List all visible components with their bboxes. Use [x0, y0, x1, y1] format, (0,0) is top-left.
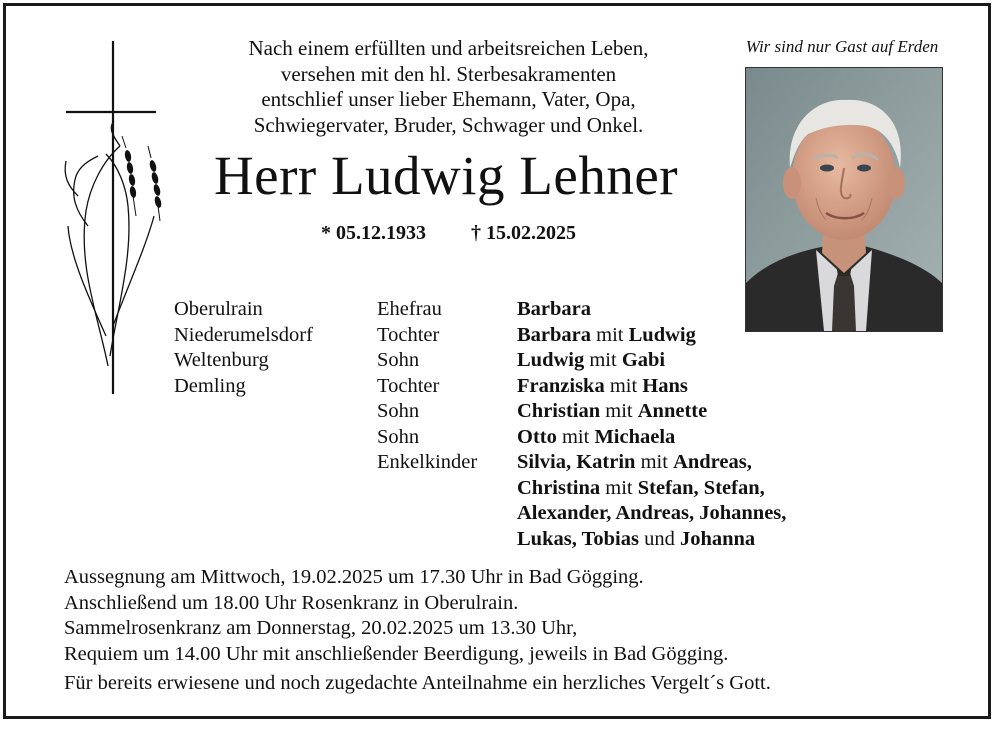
- service-line: Requiem um 14.00 Uhr mit anschließender Beerdigung, jeweils in Bad Gögging.: [64, 642, 729, 665]
- service-line: Sammelrosenkranz am Donnerstag, 20.02.2025 um 13.30 Uhr,: [64, 617, 578, 639]
- mourner-name: Christina: [517, 476, 601, 499]
- mourner-names: [517, 297, 786, 323]
- mourner-connector: mit: [635, 451, 674, 473]
- mourner-role: [377, 476, 517, 502]
- mourner-name: Otto: [517, 425, 557, 448]
- mourner-name: Barbara: [517, 298, 592, 320]
- thanks-line: Für bereits erwiesene und noch zugedachte Anteilnahme ein herzliches Vergelt´s Gott.: [64, 672, 771, 694]
- mourner-connector: und: [638, 527, 680, 550]
- mourner-role: Sohn: [377, 349, 420, 371]
- portrait-photo: [745, 67, 943, 332]
- mourner-names: [517, 527, 786, 553]
- mourners-table: [377, 297, 786, 552]
- places-list: [174, 297, 313, 399]
- mourner-names: [517, 501, 786, 527]
- mourner-row: [377, 476, 786, 502]
- service-info: [64, 565, 964, 697]
- mourner-role: [377, 501, 517, 527]
- mourner-name: Franziska: [517, 374, 605, 397]
- mourner-names: [517, 476, 786, 502]
- place-item: Weltenburg: [174, 349, 269, 371]
- mourner-name: Christian: [517, 400, 601, 422]
- intro-line: Nach einem erfüllten und arbeitsreichen Leben,: [248, 36, 649, 60]
- cross-with-wheat-icon: [58, 36, 168, 396]
- mourner-name: Silvia, Katrin: [517, 451, 636, 473]
- mourner-names: [517, 399, 786, 425]
- mourner-name: Barbara: [517, 323, 592, 346]
- mourner-names: [517, 348, 786, 374]
- mourner-name: Hans: [642, 374, 688, 397]
- death-date: † 15.02.2025: [471, 222, 576, 244]
- life-dates: [176, 222, 721, 245]
- service-line: Aussegnung am Mittwoch, 19.02.2025 um 17.30 Uhr in Bad Gögging.: [64, 566, 644, 588]
- mourner-role: Enkelkinder: [377, 451, 478, 473]
- obituary-notice: [3, 3, 991, 719]
- mourner-name: Michaela: [594, 425, 676, 448]
- mourner-role: Sohn: [377, 400, 420, 422]
- mourner-row: [377, 399, 786, 425]
- portrait-image: [746, 68, 942, 331]
- mourner-row: [377, 501, 786, 527]
- mourner-name: Andreas,: [673, 451, 752, 473]
- mourner-role: Sohn: [377, 425, 420, 448]
- mourner-names: [517, 425, 786, 451]
- mourner-name: Gabi: [621, 349, 666, 371]
- mourner-names: [517, 450, 786, 476]
- mourner-connector: mit: [604, 374, 643, 397]
- birth-date: * 05.12.1933: [321, 222, 426, 244]
- mourner-name: Alexander, Andreas, Johannes,: [517, 502, 787, 524]
- mourner-name: Lukas, Tobias: [517, 527, 639, 550]
- service-line: Anschließend um 18.00 Uhr Rosenkranz in Oberulrain.: [64, 591, 519, 614]
- mourner-connector: mit: [556, 425, 595, 448]
- mourner-role: [377, 527, 517, 553]
- mourner-row: [377, 297, 786, 323]
- mourner-name: Ludwig: [517, 349, 585, 371]
- mourner-connector: mit: [600, 476, 638, 499]
- mourner-connector: mit: [584, 349, 622, 371]
- mourner-name: Annette: [637, 400, 708, 422]
- mourner-row: [377, 450, 786, 476]
- mourner-row: [377, 348, 786, 374]
- mourner-role: Tochter: [377, 323, 440, 346]
- place-item: Oberulrain: [174, 298, 263, 320]
- mourner-names: [517, 374, 786, 400]
- mourner-row: [377, 527, 786, 553]
- mourner-name: Ludwig: [628, 323, 696, 346]
- mourner-row: [377, 425, 786, 451]
- place-item: Niederumelsdorf: [174, 323, 313, 346]
- deceased-name: Herr Ludwig Lehner: [213, 145, 679, 206]
- mourner-row: [377, 374, 786, 400]
- mourner-role: Ehefrau: [377, 298, 442, 320]
- intro-line: versehen mit den hl. Sterbesakramenten: [280, 61, 617, 86]
- mourner-role: Tochter: [377, 374, 440, 397]
- mourner-connector: mit: [600, 400, 638, 422]
- mourner-name: Johanna: [679, 527, 756, 550]
- mourner-names: [517, 323, 786, 349]
- mourner-row: [377, 323, 786, 349]
- mourner-connector: mit: [591, 323, 629, 346]
- intro-line: Schwiegervater, Bruder, Schwager und Onkel.: [253, 112, 644, 137]
- place-item: Demling: [174, 374, 246, 397]
- motto: Wir sind nur Gast auf Erden: [745, 37, 939, 56]
- intro-line: entschlief unser lieber Ehemann, Vater, Opa,: [261, 87, 636, 111]
- intro-text: [176, 36, 721, 138]
- mourner-name: Stefan, Stefan,: [637, 476, 765, 499]
